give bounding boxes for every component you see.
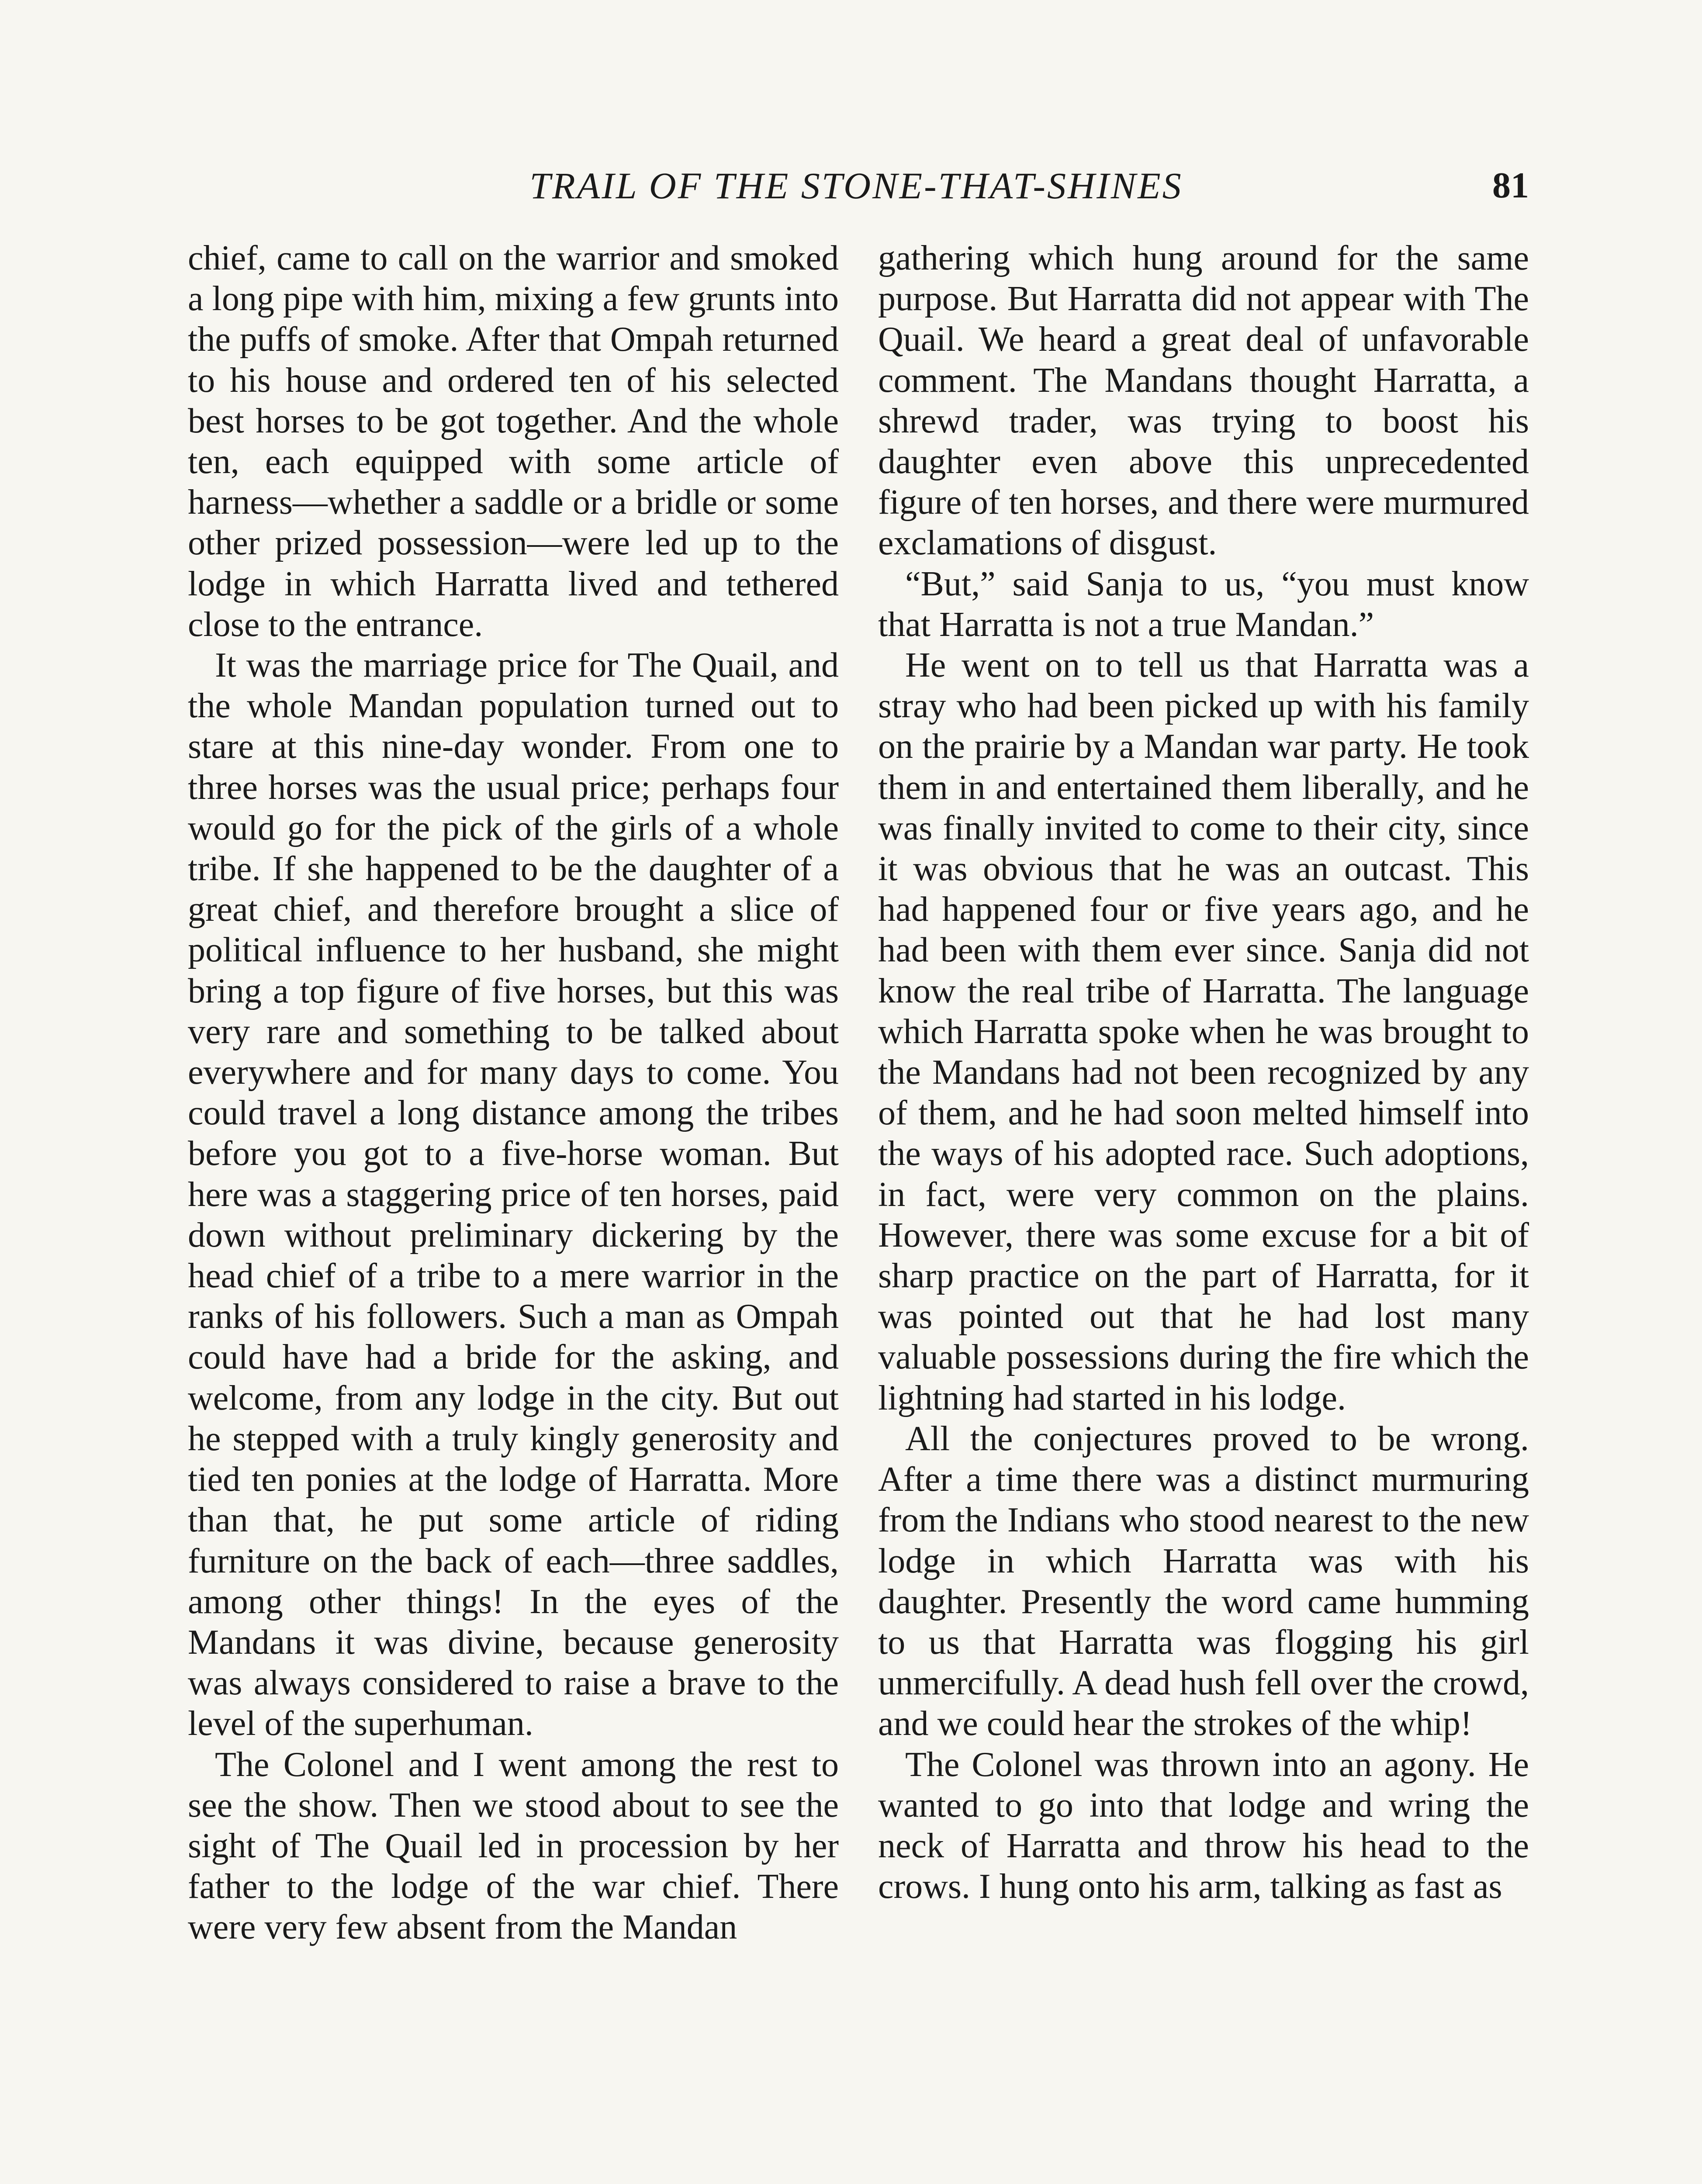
paragraph: He went on to tell us that Harratta was a stray who had been picked up with his family on the prairie by a Mandan war party. He took them in and entertained them liberally, and he was finally invited to come to their city, since it was obvious that he was an outcast. This had happened four or five years ago, and he had been with them ever since. Sanja did not know the real tribe of Harratta. The language which Harratta spoke when he was brought to the Mandans had not been recognized by any of them, and he had soon melted himself into the ways of his adopted race. Such adoptions, in fact, were very common on the plains. However, there was some excuse for a bit of sharp practice on the part of Harratta, for it was pointed out that he had lost many valuable possessions during the fire which the lightning had started in his lodge. — [878, 646, 1529, 1417]
page-number: 81 — [1492, 165, 1529, 206]
paragraph: It was the marriage price for The Quail, and the whole Mandan population turned out to stare at this nine-day wonder. From one to three horses was the usual price; perhaps four would go for the pick of the girls of a whole tribe. If she happened to be the daughter of a great chief, and therefore brought a slice of political influence to her husband, she might bring a top figure of five horses, but this was very rare and something to be talked about everywhere and for many days to come. You could travel a long distance among the tribes before you got to a five-horse woman. But here was a staggering price of ten horses, paid down without preliminary dickering by the head chief of a tribe to a mere warrior in the ranks of his followers. Such a man as Ompah could have had a bride for the asking, and welcome, from any lodge in the city. But out he stepped with a truly kingly generosity and tied ten ponies at the lodge of Harratta. More than that, he put some article of riding furniture on the back of each—three saddles, among other things! In the eyes of the Mandans it was divine, because generosity was always considered to raise a brave to the level of the superhuman. — [188, 646, 839, 1743]
paragraph: gathering which hung around for the same purpose. But Harratta did not appear with The Quail. We heard a great deal of unfavorable comment. The Mandans thought Harratta, a shrewd trader, was trying to boost his daughter even above this unprecedented figure of ten horses, and there were murmured exclamations of disgust. — [878, 239, 1529, 563]
page-header — [183, 162, 1529, 227]
paragraph: The Colonel was thrown into an agony. He wanted to go into that lodge and wring the neck of Harratta and throw his head to the crows. I hung onto his arm, talking as fast as — [878, 1745, 1529, 1906]
paragraph: The Colonel and I went among the rest to see the show. Then we stood about to see the sight of The Quail led in procession by her father to the lodge of the war chief. There were very few absent from the Mandan — [188, 1745, 839, 1947]
text-column-right — [878, 238, 1529, 1907]
running-title: TRAIL OF THE STONE-THAT-SHINES — [529, 165, 1183, 207]
paragraph: All the conjectures proved to be wrong. After a time there was a distinct murmuring from the Indians who stood nearest to the new lodge in which Harratta was with his daughter. Presently the word came humming to us that Harratta was flogging his girl unmercifully. A dead hush fell over the crowd, and we could hear the strokes of the whip! — [878, 1419, 1529, 1743]
paragraph: “But,” said Sanja to us, “you must know that Harratta is not a true Mandan.” — [878, 564, 1529, 644]
text-column-left — [188, 238, 839, 1948]
paragraph: chief, came to call on the warrior and smoked a long pipe with him, mixing a few grunts into the puffs of smoke. After that Ompah returned to his house and ordered ten of his selected best horses to be got together. And the whole ten, each equipped with some article of harness—whether a saddle or a bridle or some other prized possession—were led up to the lodge in which Harratta lived and tethered close to the entrance. — [188, 239, 839, 644]
